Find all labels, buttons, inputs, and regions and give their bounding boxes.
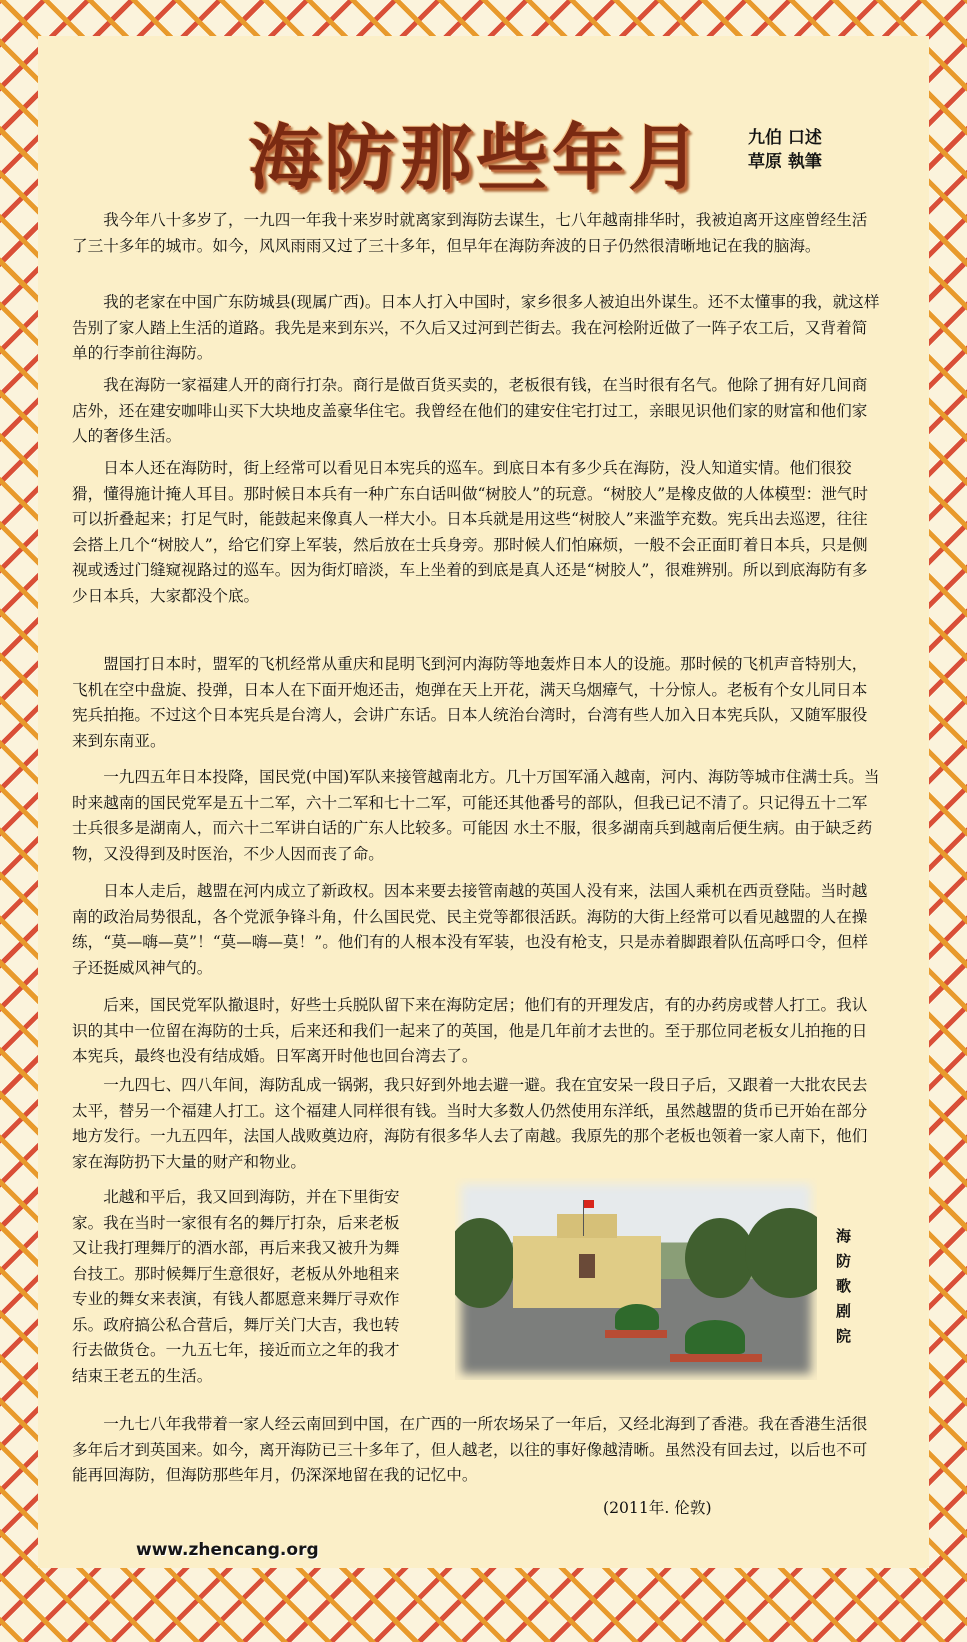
byline xyxy=(748,126,822,174)
paragraph: 盟国打日本时，盟军的飞机经常从重庆和昆明飞到河内海防等地轰炸日本人的设施。那时候的飞机声音特别大，飞机在空中盘旋、投弹，日本人在下面开炮还击，炮弹在天上开花，满天乌烟瘴气，十分惊人。老板有个女儿同日本宪兵拍拖。不过这个日本宪兵是台湾人，会讲广东话。日本人统治台湾时，台湾有些人加入日本宪兵队，又随军服役来到东南亚。 xyxy=(72,655,868,750)
paragraph: 一九七八年我带着一家人经云南回到中国，在广西的一所农场呆了一年后，又经北海到了香港。我在香港生活很多年后才到英国来。如今，离开海防已三十多年了，但人越老，以往的事好像越清晰。虽然没有回去过，以后也不可能再回海防，但海防那些年月，仍深深地留在我的记忆中。 xyxy=(72,1415,868,1484)
paragraph: 一九四五年日本投降，国民党(中国)军队来接管越南北方。几十万国军涌入越南，河内、海防等城市住满士兵。当时来越南的国民党军是五十二军，六十二军和七十二军，可能还其他番号的部队，但我已记不清了。只记得五十二军士兵很多是湖南人，而六十二军讲白话的广东人比较多。可能因 水土不服，很多湖南兵到越南后便生病。由于缺乏药物，又没得到及时医治，不少人因而丧了命。 xyxy=(72,768,880,863)
byline-writer: 草原 執筆 xyxy=(748,152,822,172)
paragraph: 我今年八十多岁了，一九四一年我十来岁时就离家到海防去谋生，七八年越南排华时，我被迫离开这座曾经生活了三十多年的城市。如今，风风雨雨又过了三十多年，但早年在海防奔波的日子仍然很清晰地记在我的脑海。 xyxy=(72,211,868,255)
website-watermark: www.zhencang.org xyxy=(136,1540,319,1560)
paragraph: 北越和平后，我又回到海防，并在下里街安家。我在当时一家很有名的舞厅打杂，后来老板又让我打理舞厅的酒水部，再后来我又被升为舞台技工。那时候舞厅生意很好，老板从外地租来专业的舞女来表演，有钱人都愿意来舞厅寻欢作乐。政府搞公私合营后，舞厅关门大吉，我也转行去做货仓。一九五七年，接近而立之年的我才结束王老五的生活。 xyxy=(72,1188,400,1385)
paragraph: 日本人还在海防时，街上经常可以看见日本宪兵的巡车。到底日本有多少兵在海防，没人知道实情。他们很狡猾，懂得施计掩人耳目。那时候日本兵有一种广东白话叫做“树胶人”的玩意。“树胶人”是橡皮做的人体模型：泄气时可以折叠起来；打足气时，能鼓起来像真人一样大小。日本兵就是用这些“树胶人”来滥竽充数。宪兵出去巡逻，往往会搭上几个“树胶人”，给它们穿上军装，然后放在士兵身旁。那时候人们怕麻烦，一般不会正面盯着日本兵，只是侧视或透过门缝窥视路过的巡车。因为街灯暗淡，车上坐着的到底是真人还是“树胶人”，很难辨别。所以到底海防有多少日本兵，大家都没个底。 xyxy=(72,459,868,605)
opera-house-photo xyxy=(455,1178,817,1380)
paragraph: 我在海防一家福建人开的商行打杂。商行是做百货买卖的，老板很有钱，在当时很有名气。他除了拥有好几间商店外，还在建安咖啡山买下大块地皮盖豪华住宅。我曾经在他们的建安住宅打过工，亲眼见识他们家的财富和他们家人的奢侈生活。 xyxy=(72,376,868,445)
paragraph: 日本人走后，越盟在河内成立了新政权。因本来要去接管南越的英国人没有来，法国人乘机在西贡登陆。当时越南的政治局势很乱，各个党派争锋斗角，什么国民党、民主党等都很活跃。海防的大街上经常可以看见越盟的人在操练，“莫—嗨—莫”！“莫—嗨—莫！”。他们有的人根本没有军装，也没有枪支，只是赤着脚跟着队伍高呼口令，但样子还挺威风神气的。 xyxy=(72,882,868,977)
photo-caption: 海防歌剧院 xyxy=(836,1227,852,1345)
paragraph: 我的老家在中国广东防城县(现属广西)。日本人打入中国时，家乡很多人被迫出外谋生。还不太懂事的我，就这样告别了家人踏上生活的道路。我先是来到东兴，不久后又过河到芒街去。我在河桧附近做了一阵子农工后，又背着简单的行李前往海防。 xyxy=(72,293,880,362)
paragraph: 一九四七、四八年间，海防乱成一锅粥，我只好到外地去避一避。我在宜安呆一段日子后，又跟着一大批农民去太平，替另一个福建人打工。这个福建人同样很有钱。当时大多数人仍然使用东洋纸，虽然越盟的货币已开始在部分地方发行。一九五四年，法国人战败奠边府，海防有很多华人去了南越。我原先的那个老板也领着一家人南下，他们家在海防扔下大量的财产和物业。 xyxy=(72,1076,868,1171)
paragraph: 后来，国民党军队撤退时，好些士兵脱队留下来在海防定居；他们有的开理发店，有的办药房或替人打工。我认识的其中一位留在海防的士兵，后来还和我们一起来了的英国，他是几年前才去世的。至于那位同老板女儿拍拖的日本宪兵，最终也没有结成婚。日军离开时他也回台湾去了。 xyxy=(72,996,868,1065)
page-title: 海防那些年月 xyxy=(248,116,705,200)
signoff: (2011年. 伦敦) xyxy=(603,1499,712,1517)
byline-narrator: 九伯 口述 xyxy=(748,128,822,148)
